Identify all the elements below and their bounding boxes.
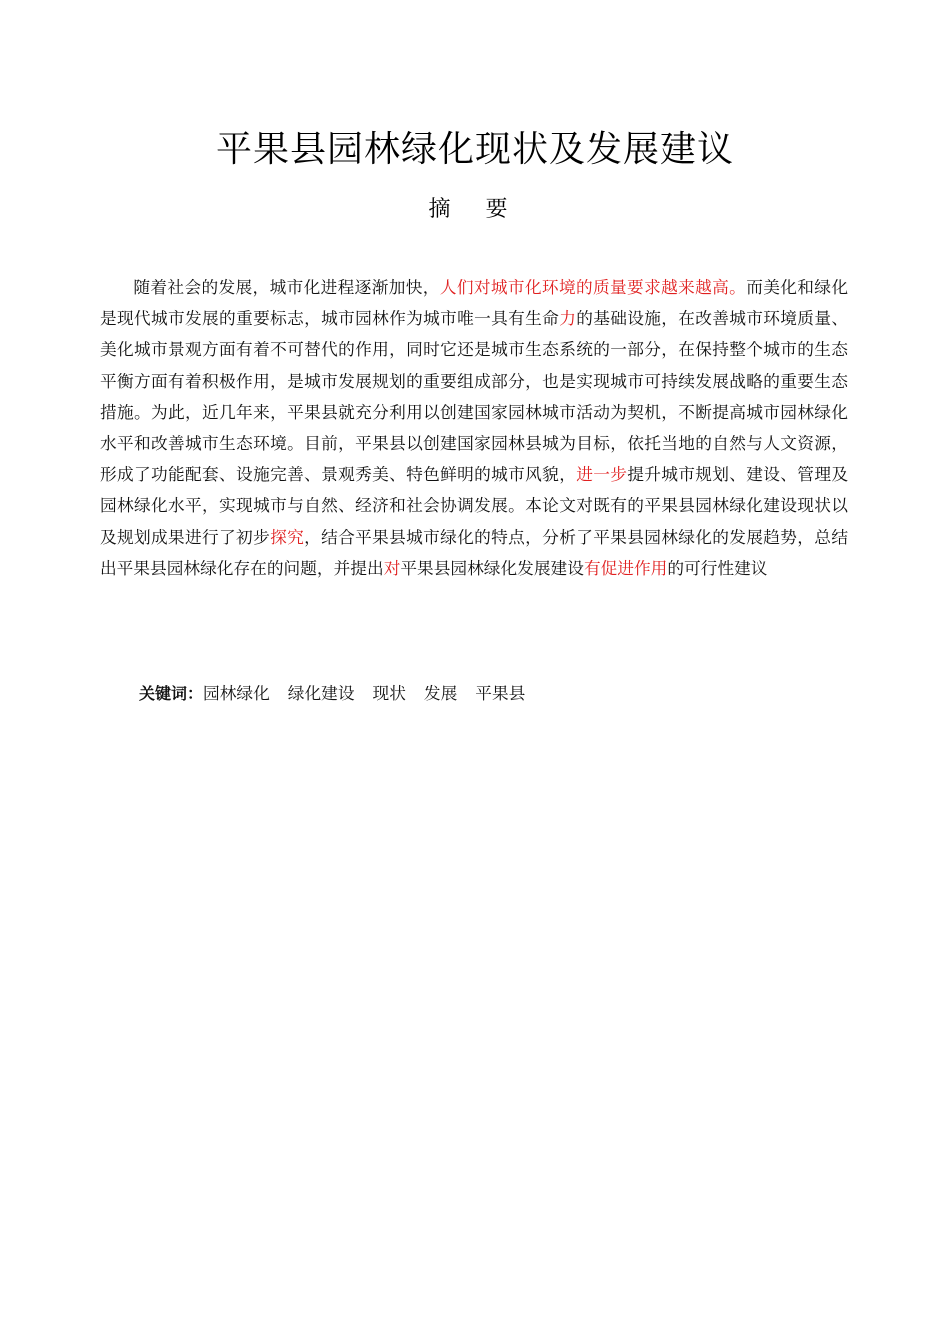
- abstract-highlight: 探究: [270, 526, 305, 547]
- abstract-segment: 平果县园林绿化发展建设: [400, 557, 584, 578]
- abstract-segment: 提升城市规划、建设、管理及园林绿化水平，实现城市与自然、经济和社会协调发展。本论文对既有的平果县园林绿化建设现状以及规划成果进行了初步: [100, 464, 849, 547]
- abstract-segment: 的基础设施，在改善城市环境质量、美化城市景观方面有着不可替代的作用，同时它还是城市生态系统的一部分，在保持整个城市的生态平衡方面有着积极作用，是城市发展规划的重要组成部分，也是实现城市可持续发展战略的重要生态措施。为此，近几年来，平果县就充分利用以创建国家园林城市活动为契机，不断提高城市园林绿化水平和改善城市生态环境。目前，平果县以创建国家园林县城为目标，依托当地的自然与人文资源，形成了功能配套、设施完善、景观秀美、特色鲜明的城市风貌，: [100, 308, 849, 485]
- abstract-highlight: 对: [383, 557, 401, 578]
- keyword-item: 发展: [423, 683, 458, 703]
- keyword-item: 绿化建设: [287, 683, 355, 703]
- abstract-segment: ，结合平果县城市绿化的特点，分析了平果县园林绿化的发展趋势，总结出平果县园林绿化存在的问题，并提出: [100, 526, 849, 578]
- keywords-label: 关键词：: [139, 684, 204, 703]
- keyword-item: 平果县: [475, 683, 526, 703]
- abstract-heading: 摘 要: [428, 197, 522, 222]
- abstract-segment: 而美化和绿化是现代城市发展的重要标志，城市园林作为城市唯一具有生命: [100, 277, 849, 329]
- document-title: 平果县园林绿化现状及发展建议: [215, 129, 734, 170]
- keyword-item: 园林绿化: [203, 683, 270, 703]
- abstract-segment: 的可行性建议: [667, 557, 768, 578]
- abstract-segment: 随着社会的发展，城市化进程逐渐加快，: [133, 277, 440, 297]
- keyword-item: 现状: [372, 683, 406, 703]
- abstract-highlight: 人们对城市化环境的质量要求越来越高。: [439, 277, 747, 297]
- abstract-highlight: 进一步: [576, 464, 628, 485]
- abstract-highlight: 有促进作用: [583, 557, 668, 578]
- abstract-paragraph: [100, 272, 848, 584]
- abstract-highlight: 力: [559, 308, 577, 329]
- keywords-line: [139, 678, 543, 709]
